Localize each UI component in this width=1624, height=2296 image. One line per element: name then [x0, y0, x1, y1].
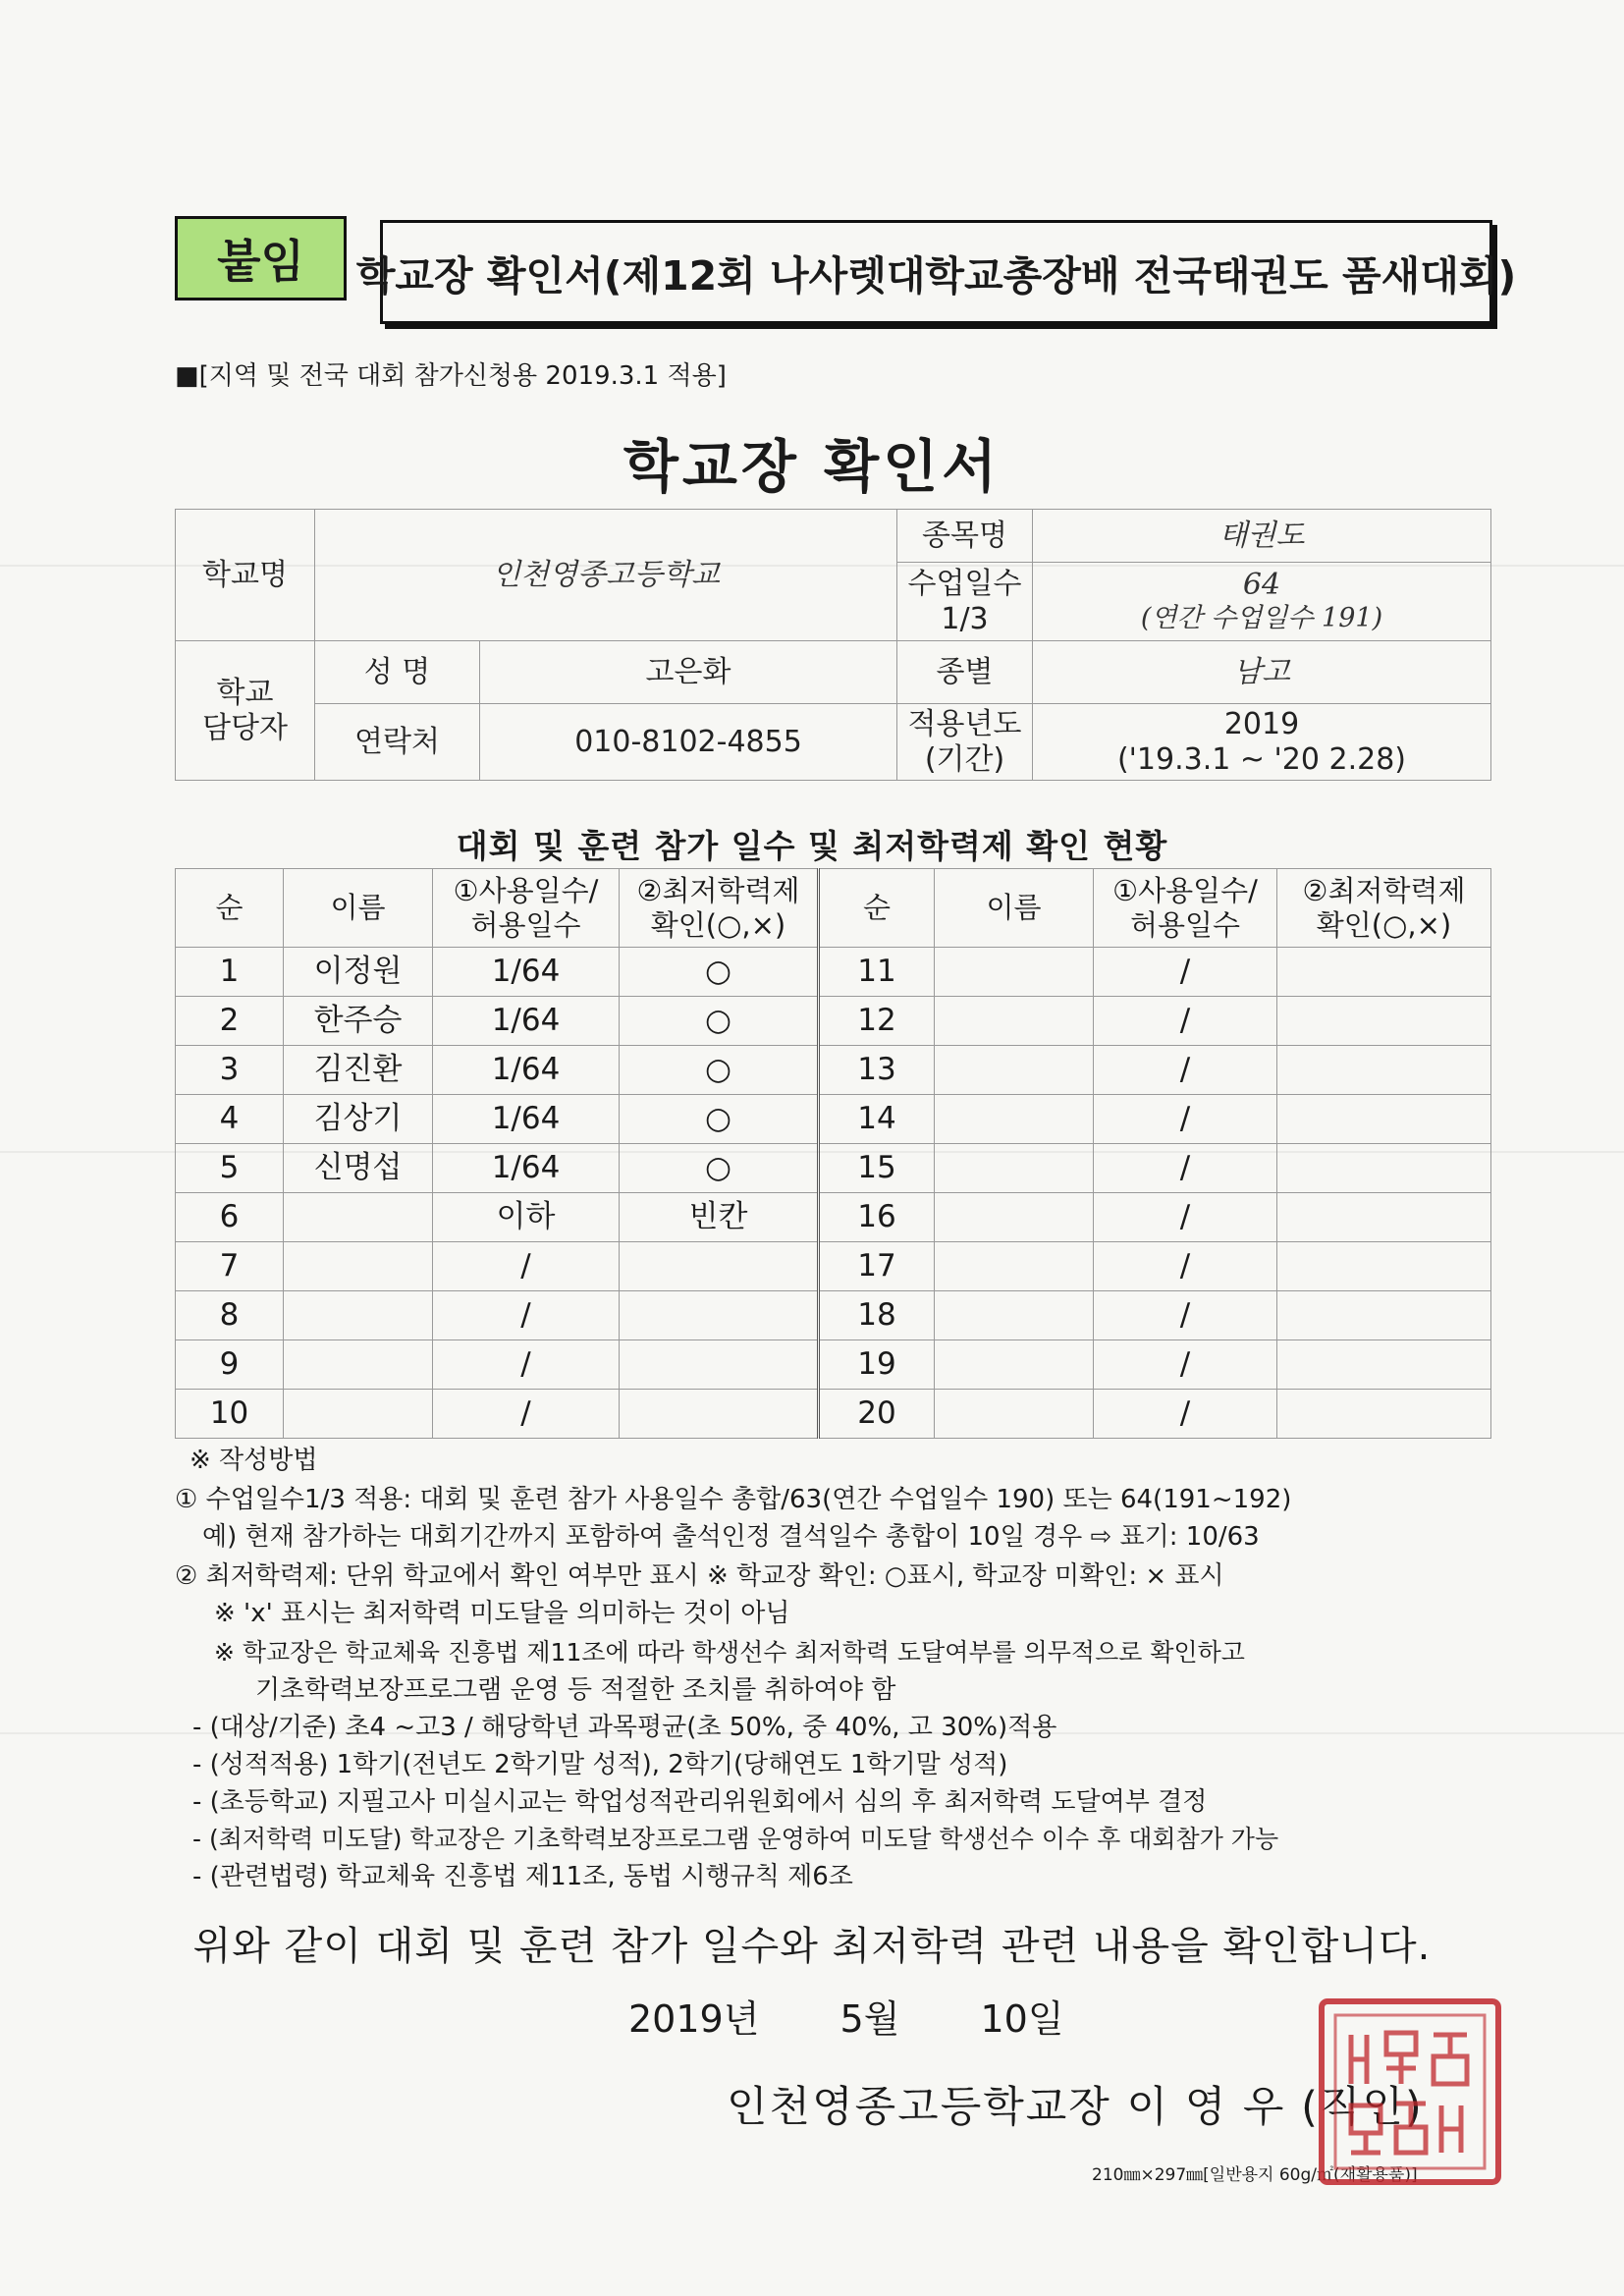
row-check — [1277, 997, 1491, 1046]
detail-1: - (대상/기준) 초4 ~고3 / 해당학년 과목평균(초 50%, 중 40%, 고 30%)적용 — [192, 1713, 1057, 1742]
date-month: 5월 — [839, 1997, 900, 2041]
row-check — [1277, 1193, 1491, 1242]
page-title: 학교장 확인서 — [623, 433, 1001, 500]
row-days: / — [1094, 1242, 1277, 1291]
row-days: 1/64 — [433, 1046, 620, 1095]
row-days: / — [1094, 1340, 1277, 1390]
manager-label: 학교 담당자 — [176, 641, 315, 781]
row-days: / — [1094, 1095, 1277, 1144]
attachment-tag: 붙임 — [175, 216, 347, 301]
row-no: 7 — [176, 1242, 284, 1291]
row-days: / — [1094, 948, 1277, 997]
row-name — [935, 948, 1094, 997]
row-name — [935, 1340, 1094, 1390]
note-2: ② 최저학력제: 단위 학교에서 확인 여부만 표시 ※ 학교장 확인: ○표시, 학교장 미확인: × 표시 — [175, 1561, 1224, 1591]
paper-spec: 210㎜×297㎜[일반용지 60g/㎡(재활용품)] — [1092, 2165, 1418, 2185]
row-no: 1 — [176, 948, 284, 997]
row-days: / — [1094, 1046, 1277, 1095]
row-days: / — [1094, 1144, 1277, 1193]
row-name — [284, 1390, 433, 1439]
row-days: / — [433, 1242, 620, 1291]
row-no: 8 — [176, 1291, 284, 1340]
row-name — [284, 1193, 433, 1242]
row-check — [620, 1340, 819, 1390]
detail-2: - (성적적용) 1학기(전년도 2학기말 성적), 2학기(당해연도 1학기말 성적) — [192, 1750, 1008, 1779]
row-check — [1277, 1390, 1491, 1439]
row-no: 15 — [819, 1144, 935, 1193]
row-name — [284, 1291, 433, 1340]
row-no: 12 — [819, 997, 935, 1046]
row-days: / — [433, 1390, 620, 1439]
row-check — [1277, 1144, 1491, 1193]
row-check — [1277, 1291, 1491, 1340]
row-name: 이정원 — [284, 948, 433, 997]
table-row — [176, 1291, 1491, 1340]
col-header-name: 이름 — [284, 869, 433, 948]
applicability-notice: ■[지역 및 전국 대회 참가신청용 2019.3.1 적용] — [175, 361, 727, 391]
col-header-no: 순 — [176, 869, 284, 948]
participation-table — [175, 868, 1491, 1439]
table-row — [176, 948, 1491, 997]
row-name: 김진환 — [284, 1046, 433, 1095]
row-name — [935, 1046, 1094, 1095]
school-name-label: 학교명 — [176, 510, 315, 641]
row-check — [620, 1242, 819, 1291]
principal-signature-line: 인천영종고등학교장 이 영 우 (직인) — [727, 2083, 1424, 2132]
date-day: 10일 — [980, 1997, 1064, 2041]
class-days-value: 64 (연간 수업일수 191) — [1033, 563, 1491, 641]
row-check: ○ — [620, 1046, 819, 1095]
table-row — [176, 1390, 1491, 1439]
row-check: 빈칸 — [620, 1193, 819, 1242]
event-value: 태권도 — [1033, 510, 1491, 563]
row-name — [284, 1242, 433, 1291]
row-no: 4 — [176, 1095, 284, 1144]
row-no: 3 — [176, 1046, 284, 1095]
confirmation-statement: 위와 같이 대회 및 훈련 참가 일수와 최저학력 관련 내용을 확인합니다. — [192, 1924, 1432, 1969]
row-name — [935, 1390, 1094, 1439]
table-row — [176, 997, 1491, 1046]
row-name — [935, 1291, 1094, 1340]
row-no: 11 — [819, 948, 935, 997]
row-days: / — [433, 1340, 620, 1390]
note-1b: 예) 현재 참가하는 대회기간까지 포함하여 출석인정 결석일수 총합이 10일 경우 ⇨ 표기: 10/63 — [202, 1522, 1260, 1552]
table-row — [176, 1046, 1491, 1095]
table-row — [176, 1340, 1491, 1390]
year-label: 적용년도 (기간) — [897, 704, 1033, 781]
table-row — [176, 1095, 1491, 1144]
col-header-no: 순 — [819, 869, 935, 948]
row-no: 13 — [819, 1046, 935, 1095]
row-check — [1277, 1046, 1491, 1095]
row-days: / — [1094, 1291, 1277, 1340]
row-name — [935, 997, 1094, 1046]
event-label: 종목명 — [897, 510, 1033, 563]
class-days-label: 수업일수 1/3 — [897, 563, 1033, 641]
table-row — [176, 1144, 1491, 1193]
row-no: 9 — [176, 1340, 284, 1390]
row-no: 19 — [819, 1340, 935, 1390]
school-name-value: 인천영종고등학교 — [315, 510, 897, 641]
year-value: 2019 ('19.3.1 ~ '20 2.28) — [1033, 704, 1491, 781]
school-info-table — [175, 509, 1491, 781]
row-check — [1277, 1242, 1491, 1291]
col-header-days: ①사용일수/ 허용일수 — [1094, 869, 1277, 948]
row-name: 신명섭 — [284, 1144, 433, 1193]
note-4a: ※ 학교장은 학교체육 진흥법 제11조에 따라 학생선수 최저학력 도달여부를 의무적으로 확인하고 — [214, 1638, 1245, 1667]
row-days: 1/64 — [433, 1144, 620, 1193]
row-check: ○ — [620, 1095, 819, 1144]
row-no: 14 — [819, 1095, 935, 1144]
row-days: 이하 — [433, 1193, 620, 1242]
gender-value: 남고 — [1033, 641, 1491, 704]
issue-date — [628, 1989, 1133, 2043]
table-row — [176, 1193, 1491, 1242]
note-1a: ① 수업일수1/3 적용: 대회 및 훈련 참가 사용일수 총합/63(연간 수업일수 190) 또는 64(191~192) — [175, 1485, 1292, 1514]
contact-value: 010-8102-4855 — [480, 704, 897, 781]
col-header-days: ①사용일수/ 허용일수 — [433, 869, 620, 948]
row-no: 2 — [176, 997, 284, 1046]
row-name: 김상기 — [284, 1095, 433, 1144]
row-days: / — [433, 1291, 620, 1340]
row-no: 18 — [819, 1291, 935, 1340]
person-name-label: 성 명 — [315, 641, 480, 704]
row-days: / — [1094, 1193, 1277, 1242]
row-name: 한주승 — [284, 997, 433, 1046]
row-check: ○ — [620, 1144, 819, 1193]
row-days: / — [1094, 997, 1277, 1046]
detail-3: - (초등학교) 지필고사 미실시교는 학업성적관리위원회에서 심의 후 최저학력 도달여부 결정 — [192, 1787, 1208, 1817]
person-name-value: 고은화 — [480, 641, 897, 704]
row-no: 17 — [819, 1242, 935, 1291]
detail-4: - (최저학력 미도달) 학교장은 기초학력보장프로그램 운영하여 미도달 학생선수 이수 후 대회참가 가능 — [192, 1825, 1279, 1853]
row-no: 6 — [176, 1193, 284, 1242]
participation-heading: 대회 및 훈련 참가 일수 및 최저학력제 확인 현황 — [456, 827, 1168, 865]
gender-label: 종별 — [897, 641, 1033, 704]
row-no: 5 — [176, 1144, 284, 1193]
row-no: 20 — [819, 1390, 935, 1439]
row-name — [935, 1242, 1094, 1291]
row-no: 16 — [819, 1193, 935, 1242]
row-name — [935, 1193, 1094, 1242]
row-check — [620, 1291, 819, 1340]
col-header-name: 이름 — [935, 869, 1094, 948]
date-year: 2019년 — [628, 1997, 760, 2041]
row-check: ○ — [620, 997, 819, 1046]
note-4b: 기초학력보장프로그램 운영 등 적절한 조치를 취하여야 함 — [255, 1675, 896, 1705]
contact-label: 연락처 — [315, 704, 480, 781]
row-check: ○ — [620, 948, 819, 997]
row-check — [1277, 1340, 1491, 1390]
row-name — [935, 1095, 1094, 1144]
row-check — [1277, 948, 1491, 997]
col-header-check: ②최저학력제 확인(○,×) — [620, 869, 819, 948]
col-header-check: ②최저학력제 확인(○,×) — [1277, 869, 1491, 948]
row-days: 1/64 — [433, 1095, 620, 1144]
row-name — [935, 1144, 1094, 1193]
row-check — [620, 1390, 819, 1439]
detail-5: - (관련법령) 학교체육 진흥법 제11조, 동법 시행규칙 제6조 — [192, 1862, 853, 1891]
row-check — [1277, 1095, 1491, 1144]
notes-heading: ※ 작성방법 — [189, 1446, 318, 1475]
official-seal-icon — [1316, 1995, 1504, 2188]
table-row — [176, 1242, 1491, 1291]
row-no: 10 — [176, 1390, 284, 1439]
note-3: ※ 'x' 표시는 최저학력 미도달을 의미하는 것이 아님 — [214, 1599, 790, 1628]
row-days: 1/64 — [433, 948, 620, 997]
document-header-title: 학교장 확인서(제12회 나사렛대학교총장배 전국태권도 품새대회) — [380, 220, 1492, 324]
row-days: / — [1094, 1390, 1277, 1439]
row-days: 1/64 — [433, 997, 620, 1046]
row-name — [284, 1340, 433, 1390]
